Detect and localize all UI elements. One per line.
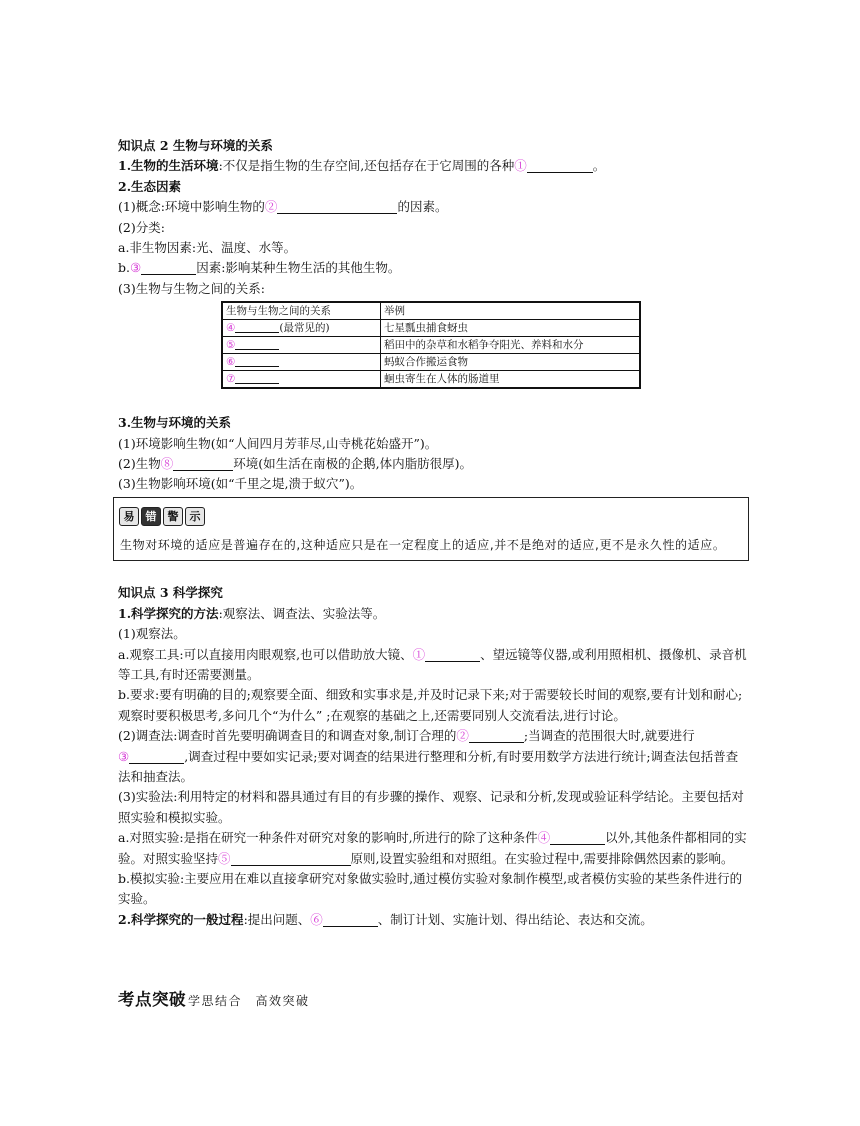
fill-blank[interactable] — [277, 199, 397, 214]
document-body — [118, 136, 748, 930]
item-eco-concept: (1)概念:环境中影响生物的② 的因素。 — [118, 199, 448, 215]
item-eco-factors-heading: 2.生态因素 — [118, 178, 182, 194]
item-env-affects: (1)环境影响生物(如“人间四月芳菲尽,山寺桃花始盛开”)。 — [118, 435, 438, 451]
fill-blank[interactable] — [235, 320, 279, 333]
item-org-adapts: (2)生物⑧ 环境(如生活在南极的企鹅,体内脂肪很厚)。 — [118, 456, 472, 472]
fill-blank[interactable] — [550, 830, 605, 845]
item-investigation: (2)调查法:调查时首先要明确调查目的和调查对象,制订合理的② ;当调查的范围很大时,就要进行 ③ ,调查过程中要如实记录;要对调查的结果进行整理和分析,有时要用数学方法进行统计;调查法包括普查法和抽查法。 — [118, 728, 739, 784]
item-observation: (1)观察法。 — [118, 626, 186, 642]
warning-box — [113, 497, 749, 561]
fill-blank[interactable] — [129, 749, 184, 764]
table-header-cell: 举例 — [381, 302, 641, 320]
fill-blank[interactable] — [527, 158, 593, 173]
table-header-row — [222, 302, 640, 320]
item-classification: (2)分类: — [118, 219, 165, 235]
fill-blank[interactable] — [173, 456, 233, 471]
fill-blank[interactable] — [235, 354, 279, 367]
table-header-cell: 生物与生物之间的关系 — [222, 302, 381, 320]
item-experiment: (3)实验法:利用特定的材料和器具通过有目的有步骤的操作、观察、记录和分析,发现或验证科学结论。主要包括对照实验和模拟实验。 — [118, 789, 744, 825]
item-org-affects: (3)生物影响环境(如“千里之堤,溃于蚁穴”)。 — [118, 476, 363, 492]
fill-blank[interactable] — [141, 260, 196, 275]
section-footer-title — [118, 986, 310, 1010]
table-row: ⑦ 蛔虫寄生在人体的肠道里 — [222, 371, 640, 389]
fill-blank[interactable] — [235, 337, 279, 350]
item-biotic: b.③ 因素:影响某种生物生活的其他生物。 — [118, 260, 401, 276]
item-relations: (3)生物与生物之间的关系: — [118, 280, 265, 296]
footer-title: 考点突破 — [118, 990, 186, 1009]
section-title-2: 知识点 2 生物与环境的关系 — [118, 138, 273, 153]
table-row: ④ (最常见的) 七星瓢虫捕食蚜虫 — [222, 320, 640, 337]
relations-table-wrap — [221, 301, 748, 389]
item-org-env-heading: 3.生物与环境的关系 — [118, 415, 232, 431]
item-simulation-experiment: b.模拟实验:主要应用在难以直接拿研究对象做实验时,通过模仿实验对象制作模型,或者模仿实验的某些条件进行的实验。 — [118, 870, 743, 907]
item-observation-tools: a.观察工具:可以直接用肉眼观察,也可以借助放大镜、① 、望远镜等仪器,或利用照相机、摄像机、录音机等工具,有时还需要测量。 — [118, 646, 747, 682]
table-row: ⑤ 稻田中的杂草和水稻争夺阳光、养料和水分 — [222, 337, 640, 354]
fill-blank[interactable] — [231, 851, 351, 866]
item-abiotic: a.非生物因素:光、温度、水等。 — [118, 240, 297, 256]
blank-number: ① — [514, 158, 527, 174]
fill-blank[interactable] — [469, 728, 524, 743]
warning-badge: 易 错 警 示 — [119, 507, 205, 526]
table-row: ⑥ 蚂蚁合作搬运食物 — [222, 354, 640, 371]
relations-table — [221, 301, 641, 389]
item-methods: 1.科学探究的方法:观察法、调查法、实验法等。 — [118, 605, 386, 621]
section-title-3: 知识点 3 科学探究 — [118, 585, 223, 601]
item-process: 2.科学探究的一般过程:提出问题、⑥ 、制订计划、实施计划、得出结论、表达和交流。 — [118, 911, 653, 927]
fill-blank[interactable] — [323, 912, 378, 927]
item-control-experiment: a.对照实验:是指在研究一种条件对研究对象的影响时,所进行的除了这种条件④ 以外,其他条件都相同的实验。对照实验坚持⑤ 原则,设置实验组和对照组。在实验过程中,需要排除偶然因素的影响。 — [118, 830, 747, 866]
footer-subtitle: 学思结合 高效突破 — [188, 994, 310, 1008]
fill-blank[interactable] — [235, 371, 279, 384]
fill-blank[interactable] — [425, 647, 480, 662]
item-observation-requirements: b.要求:要有明确的目的;观察要全面、细致和实事求是,并及时记录下来;对于需要较长时间的观察,要有计划和耐心;观察时要积极思考,多问几个“为什么” ;在观察的基础之上,还需要同别人交流看法,进行讨论。 — [118, 687, 743, 723]
item-living-environment: 1.生物的生活环境:不仅是指生物的生存空间,还包括存在于它周围的各种① 。 — [118, 158, 606, 174]
warning-text: 生物对环境的适应是普遍存在的,这种适应只是在一定程度上的适应,并不是绝对的适应,更不是永久性的适应。 — [120, 538, 726, 553]
